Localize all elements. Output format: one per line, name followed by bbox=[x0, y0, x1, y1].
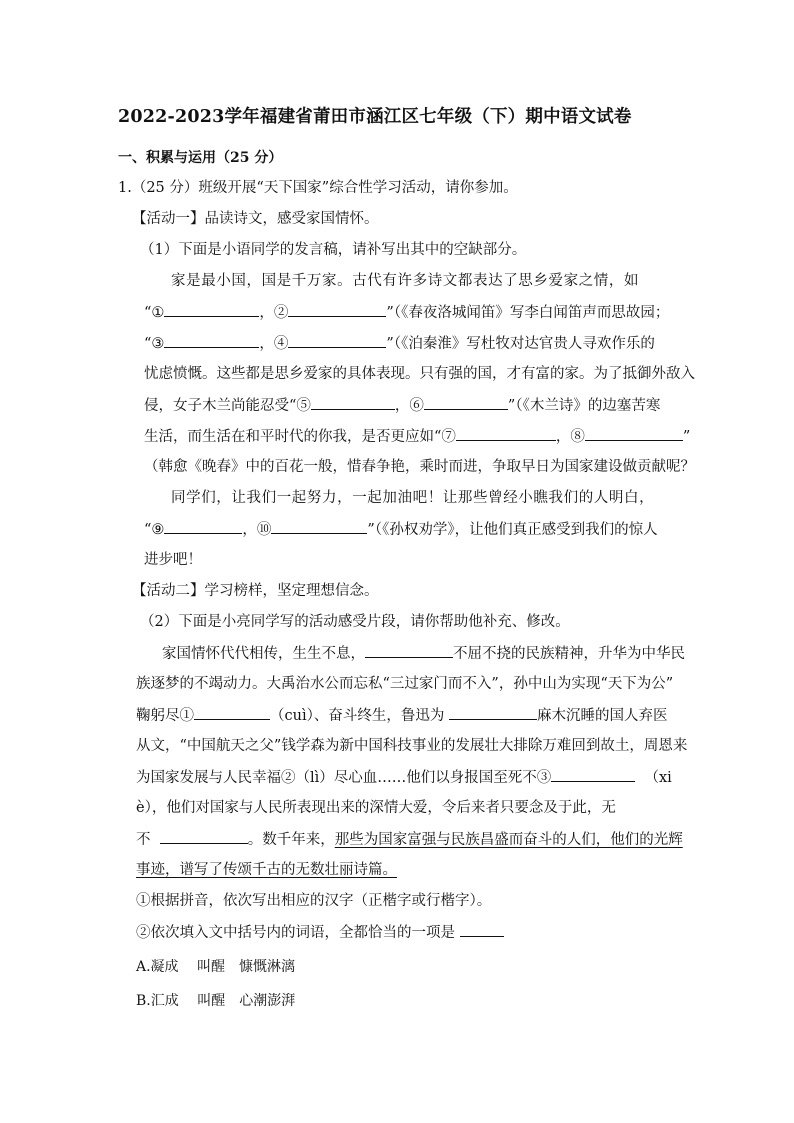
sub-question-2: ②依次填入文中括号内的词语，全都恰当的一项是 bbox=[136, 922, 504, 943]
passage-line: 鞠躬尽① （cuì）、奋斗终生，鲁迅为 麻木沉睡的国人弃医 bbox=[136, 705, 667, 726]
answer-blank-3[interactable] bbox=[164, 333, 259, 348]
fill-line-1-2: “① ，② ”（《春夜洛城闻笛》写李白闻笛声而思故园； bbox=[144, 302, 669, 323]
answer-blank-8[interactable] bbox=[585, 426, 683, 441]
answer-blank-4[interactable] bbox=[288, 333, 386, 348]
sub-question-1: ①根据拼音，依次写出相应的汉字（正楷字或行楷字）。 bbox=[136, 893, 492, 909]
fill-line-9-10: “⑨ ，⑩ ”（《孙权劝学》，让他们真正感受到我们的惊人 bbox=[144, 519, 658, 540]
answer-blank-9[interactable] bbox=[164, 519, 242, 534]
passage-line: 家国情怀代代相传，生生不息， 不屈不挠的民族精神，升华为中华民 bbox=[162, 643, 685, 664]
paragraph-line: 忧虑愤慨。这些都是思乡爱家的具体表现。只有强的国，才有富的家。为了抵御外敌入 bbox=[144, 366, 695, 382]
answer-blank-a[interactable] bbox=[365, 643, 453, 658]
activity-2-text: 学习榜样，坚定理想信念。 bbox=[204, 583, 379, 599]
section-heading: 一、积累与运用（25 分） bbox=[118, 150, 283, 166]
activity-1-label: 【活动一】 bbox=[132, 211, 205, 227]
paragraph-line: 家是最小国，国是千万家。古代有许多诗文都表达了思乡爱家之情，如 bbox=[171, 273, 640, 289]
activity-2-heading bbox=[132, 581, 379, 601]
option-a[interactable]: A.凝成 叫醒 慷慨淋漓 bbox=[136, 959, 296, 975]
answer-blank-b[interactable] bbox=[194, 705, 270, 720]
subquestion-1: （1）下面是小语同学的发言稿，请补写出其中的空缺部分。 bbox=[140, 242, 527, 258]
passage-line: 为国家发展与人民幸福②（lì）尽心血……他们以身报国至死不③ （xi bbox=[136, 767, 672, 788]
answer-blank-2[interactable] bbox=[288, 302, 386, 317]
passage-line: è），他们对国家与人民所表现出来的深情大爱，令后来者只要念及于此，无 bbox=[136, 800, 616, 816]
paragraph-line: 进步吧！ bbox=[144, 552, 202, 568]
answer-blank-e[interactable] bbox=[160, 829, 248, 844]
fill-line-5-6: 侵，女子木兰尚能忍受“⑤ ，⑥ ”（《木兰诗》的边塞苦寒 bbox=[144, 395, 660, 416]
page-title: 2022-2023学年福建省莆田市涵江区七年级（下）期中语文试卷 bbox=[118, 107, 632, 127]
question-1: 1.（25 分）班级开展“天下国家”综合性学习活动，请你参加。 bbox=[118, 180, 518, 196]
activity-1-heading bbox=[132, 209, 379, 229]
answer-blank-7[interactable] bbox=[456, 426, 556, 441]
activity-2-label: 【活动二】 bbox=[132, 583, 205, 599]
answer-blank-6[interactable] bbox=[424, 395, 508, 410]
underlined-sentence: 事迹，谱写了传颂千古的无数壮丽诗篇。 bbox=[136, 862, 397, 878]
option-b[interactable]: B.汇成 叫醒 心潮澎湃 bbox=[136, 993, 296, 1009]
answer-blank-10[interactable] bbox=[271, 519, 367, 534]
answer-blank-1[interactable] bbox=[164, 302, 259, 317]
subquestion-2: （2）下面是小亮同学写的活动感受片段，请你帮助他补充、修改。 bbox=[140, 614, 570, 630]
underlined-sentence: 那些为国家富强与民族昌盛而奋斗的人们，他们的光辉 bbox=[334, 832, 683, 848]
passage-line: 族逐梦的不竭动力。大禹治水公而忘私“三过家门而不入”，孙中山为实现“天下为公” bbox=[136, 676, 674, 692]
passage-line: 不 。数千年来，那些为国家富强与民族昌盛而奋斗的人们，他们的光辉 bbox=[136, 829, 683, 850]
activity-1-text: 品读诗文，感受家国情怀。 bbox=[204, 211, 379, 227]
answer-blank-choice[interactable] bbox=[460, 922, 504, 937]
answer-blank-d[interactable] bbox=[551, 767, 635, 782]
paragraph-line: 同学们，让我们一起努力，一起加油吧！让那些曾经小瞧我们的人明白， bbox=[171, 490, 655, 506]
fill-line-3-4: “③ ，④ ”（《泊秦淮》写杜牧对达官贵人寻欢作乐的 bbox=[144, 333, 655, 354]
answer-blank-c[interactable] bbox=[449, 705, 537, 720]
fill-line-7-8: 生活，而生活在和平时代的你我，是否更应如“⑦ ，⑧ ” bbox=[144, 426, 690, 447]
paragraph-line: （韩愈《晚春》中的百花一般，惜春争艳，乘时而进，争取早日为国家建设做贡献呢？ bbox=[144, 459, 695, 475]
answer-blank-5[interactable] bbox=[311, 395, 395, 410]
passage-line: 从文，“中国航天之父”钱学森为新中国科技事业的发展壮大排除万难回到故土，周恩来 bbox=[136, 738, 688, 754]
